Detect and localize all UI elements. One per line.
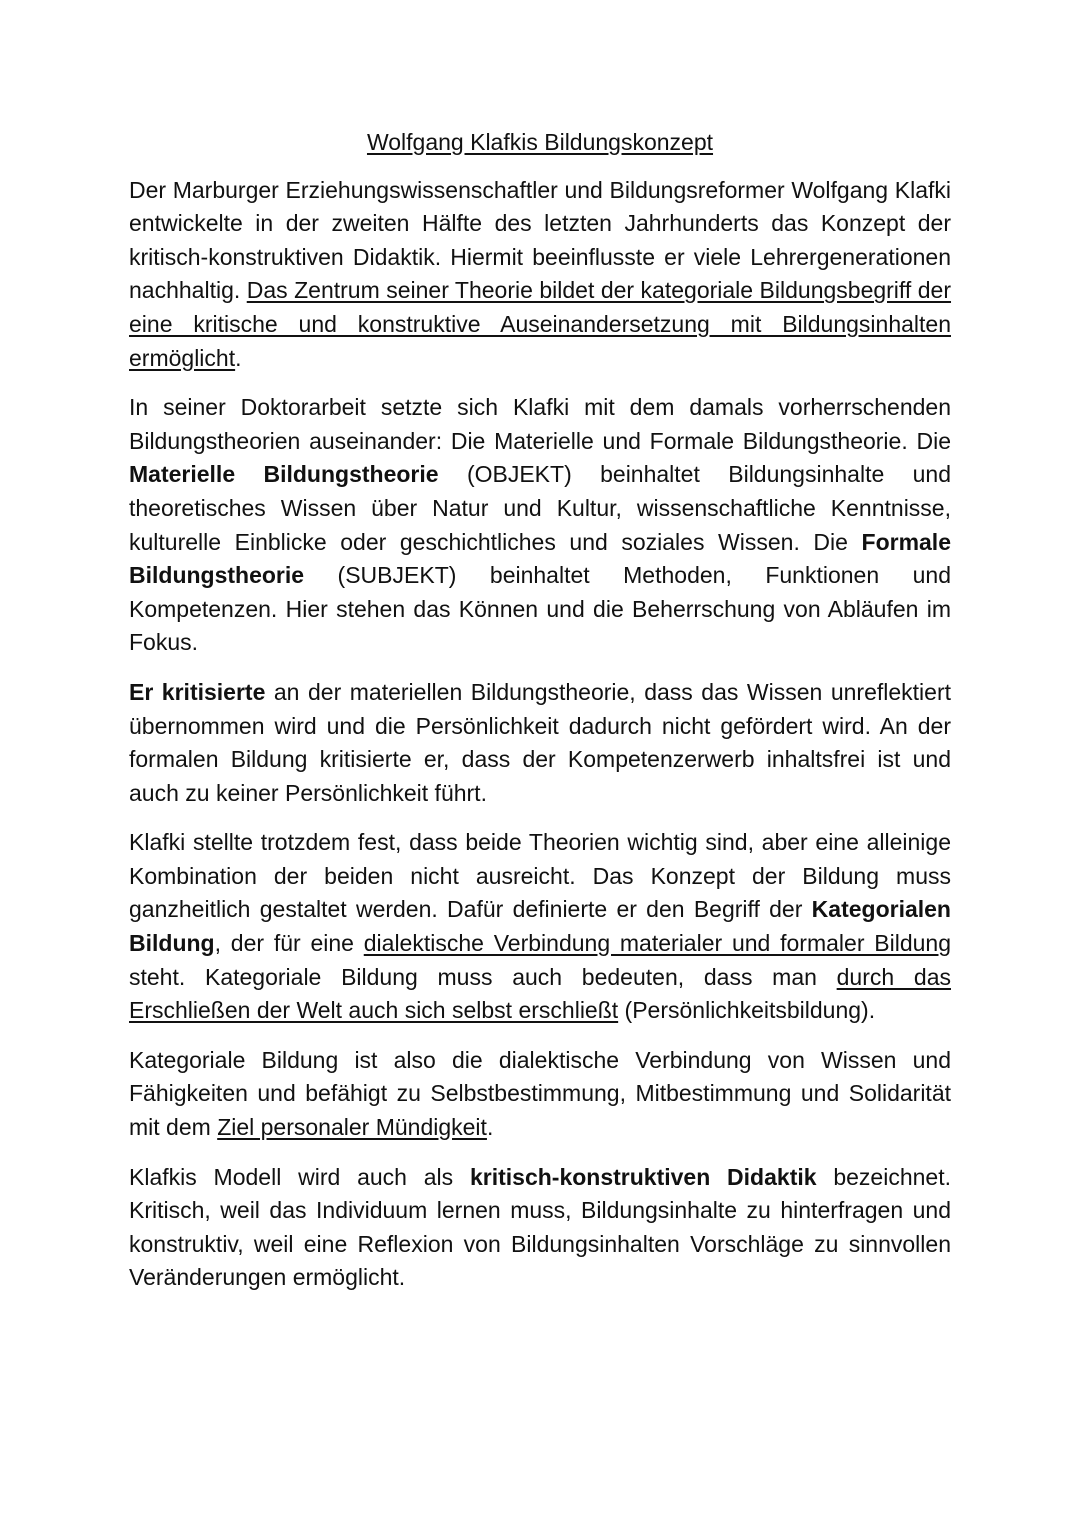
paragraph-3-bold: Er kritisierte xyxy=(129,678,266,705)
document-title: Wolfgang Klafkis Bildungskonzept xyxy=(366,129,714,155)
paragraph-5-end: . xyxy=(486,1114,494,1141)
paragraph-4-text-c: steht. Kategoriale Bildung muss auch bedeuten, dass man xyxy=(129,963,837,990)
paragraph-1-text: Der Marburger Erziehungswissenschaftler und Bildungsreformer Wolfgang Klafki entwickelte in der zweiten Hälfte des letzten Jahrhunderts das Konzept der kritisch-konstruktiven Didaktik. Hiermit beeinflusste er viele Lehrergenerationen nachhaltig. xyxy=(129,176,951,304)
paragraph-3-text: an der materiellen Bildungstheorie, dass das Wissen unreflektiert übernommen wird und die Persönlichkeit dadurch nicht gefördert wird. An der formalen Bildung kritisierte er, dass der Kompetenzerwerb inhaltsfrei ist und auch zu keiner Persönlichkeit führt. xyxy=(129,678,951,806)
paragraph-2-bold-formale: Formale Bildungstheorie xyxy=(129,528,951,589)
paragraph-2-text-c: (SUBJEKT) beinhaltet Methoden, Funktionen und Kompetenzen. Hier stehen das Können und die Beherrschung von Abläufen im Fokus. xyxy=(129,562,951,656)
paragraph-2-bold-materielle: Materielle Bildungstheorie xyxy=(129,461,439,488)
paragraph-4-underlined-2: durch das Erschließen der Welt auch sich selbst erschließt xyxy=(129,963,951,1024)
paragraph-4-text-b: , der für eine xyxy=(214,930,364,957)
paragraph-5 xyxy=(129,1044,951,1145)
paragraph-1 xyxy=(129,174,951,376)
paragraph-1-underlined: Das Zentrum seiner Theorie bildet der kategoriale Bildungsbegriff der eine kritische und konstruktive Auseinandersetzung mit Bildungsinhalten ermöglicht xyxy=(129,277,952,371)
paragraph-4-text-d: (Persönlichkeitsbildung). xyxy=(618,997,876,1024)
paragraph-4 xyxy=(129,826,951,1028)
paragraph-4-bold: Kategorialen Bildung xyxy=(129,896,951,957)
paragraph-6-text-b: bezeichnet. Kritisch, weil das Individuum lernen muss, Bildungsinhalte zu hinterfragen und konstruktiv, weil eine Reflexion von Bildungsinhalten Vorschläge zu sinnvollen Veränderungen ermöglicht. xyxy=(129,1163,951,1291)
paragraph-3 xyxy=(129,676,951,810)
paragraph-6-text-a: Klafkis Modell wird auch als xyxy=(129,1163,470,1190)
paragraph-2 xyxy=(129,391,951,660)
paragraph-4-underlined-1: dialektische Verbindung materialer und formaler Bildung xyxy=(363,930,951,957)
paragraph-6 xyxy=(129,1161,951,1295)
document-page xyxy=(129,126,951,1311)
paragraph-5-text: Kategoriale Bildung ist also die dialektische Verbindung von Wissen und Fähigkeiten und befähigt zu Selbstbestimmung, Mitbestimmung und Solidarität mit dem xyxy=(129,1046,951,1141)
paragraph-2-text-b: (OBJEKT) beinhaltet Bildungsinhalte und theoretisches Wissen über Natur und Kultur, wissenschaftliche Kenntnisse, kulturelle Einblicke oder geschichtliches und soziales Wissen. Die xyxy=(129,461,952,555)
paragraph-5-underlined: Ziel personaler Mündigkeit xyxy=(217,1114,487,1141)
paragraph-6-bold: kritisch-konstruktiven Didaktik xyxy=(469,1163,817,1190)
paragraph-2-text-a: In seiner Doktorarbeit setzte sich Klafki mit dem damals vorherrschenden Bildungstheorien auseinander: Die Materielle und Formale Bildungstheorie. Die xyxy=(129,394,951,454)
paragraph-4-text-a: Klafki stellte trotzdem fest, dass beide Theorien wichtig sind, aber eine alleinige Kombination der beiden nicht ausreicht. Das Konzept der Bildung muss ganzheitlich gestaltet werden. Dafür definierte er den Begriff der xyxy=(129,829,951,923)
paragraph-1-end: . xyxy=(235,344,242,371)
